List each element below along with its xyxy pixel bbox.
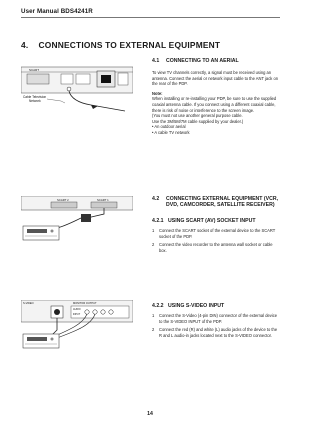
header-title: User Manual BDS4241R [21, 8, 93, 15]
list-item [152, 242, 278, 253]
note-bullet: • An outdoor aerial [152, 124, 186, 130]
section-4-2-1-number: 4.2.1 [152, 218, 164, 224]
page-number: 14 [147, 411, 153, 417]
chapter-title: CONNECTIONS TO EXTERNAL EQUIPMENT [38, 40, 221, 50]
step-number: 2 [152, 327, 155, 333]
svideo-label-2: MONITOR OUTPUT [73, 302, 97, 305]
note-bullet: • A cable TV network [152, 129, 190, 135]
section-4-2-1-steps [152, 228, 278, 253]
note-line: (You must not use another general purpose cable. [152, 113, 243, 119]
note-line: When installing or re-installing your PDP, be sure to use the supplied coaxial antenna cable. If you connect using a different coaxial cable, there is risk of noise or interference to the screen image. [152, 96, 277, 113]
step-text: Connect the S-Video (4-pin DIN) connector of the external device to the S-VIDEO INPUT of the PDP. [159, 313, 278, 324]
section-4-1-heading [152, 58, 282, 64]
list-item [152, 327, 278, 338]
scart-label-2: SCART 1 [97, 198, 109, 202]
note-line: Use the 3M/5M/7M cable supplied by your dealer.) [152, 118, 244, 124]
list-item [152, 313, 278, 324]
header-divider [21, 17, 280, 18]
section-4-2-2-heading [152, 303, 282, 309]
aerial-cable-label-1: Cable Television [23, 95, 47, 99]
section-4-1-body [152, 70, 278, 136]
svideo-connection-diagram [21, 300, 133, 352]
step-number: 1 [152, 313, 155, 318]
svideo-label-1: S-VIDEO [23, 302, 34, 305]
section-4-2-2-steps [152, 313, 278, 338]
step-text: Connect the video recorder to the antenna wall socket or cable box. [159, 242, 273, 253]
step-number: 1 [152, 228, 155, 233]
section-4-1-title: CONNECTING TO AN AERIAL [166, 58, 239, 64]
svideo-label-3: AUDIO [73, 308, 81, 311]
scart-label-1: SCART 2 [57, 198, 69, 202]
section-4-2-title: CONNECTING EXTERNAL EQUIPMENT (VCR, DVD, CAMCORDER, SATELLITE RECEIVER) [166, 196, 279, 209]
svideo-label-4: INPUT [73, 313, 81, 316]
note-label: Note: [152, 90, 163, 96]
list-item [152, 228, 278, 239]
section-4-2-2-number: 4.2.2 [152, 303, 164, 309]
step-text: Connect the red (R) and white (L) audio jacks of the device to the R and L audio-in jacks located next to the S-VIDEO connector. [159, 327, 278, 338]
aerial-cable-label-2: Network [29, 99, 41, 103]
section-4-2-1-heading [152, 218, 282, 224]
section-4-1-paragraph: To view TV channels correctly, a signal must be received using an antenna. Connect the aerial or network input cable to the ANT jack on the rear of the PDP. [152, 70, 278, 87]
scart-connection-diagram [21, 196, 133, 244]
section-4-2-1-title: USING SCART (AV) SOCKET INPUT [168, 218, 256, 224]
chapter-number: 4. [21, 40, 29, 50]
section-4-2-heading [152, 196, 282, 208]
section-4-1-number: 4.1 [152, 58, 160, 64]
aerial-scart-label: SCART [29, 68, 40, 72]
aerial-connection-diagram [21, 65, 133, 115]
section-4-2-2-title: USING S-VIDEO INPUT [168, 303, 225, 309]
section-4-2-number: 4.2 [152, 196, 160, 202]
chapter-heading [21, 40, 220, 50]
step-number: 2 [152, 242, 155, 248]
step-text: Connect the SCART socket of the external device to the SCART socket of the PDP. [159, 228, 276, 239]
